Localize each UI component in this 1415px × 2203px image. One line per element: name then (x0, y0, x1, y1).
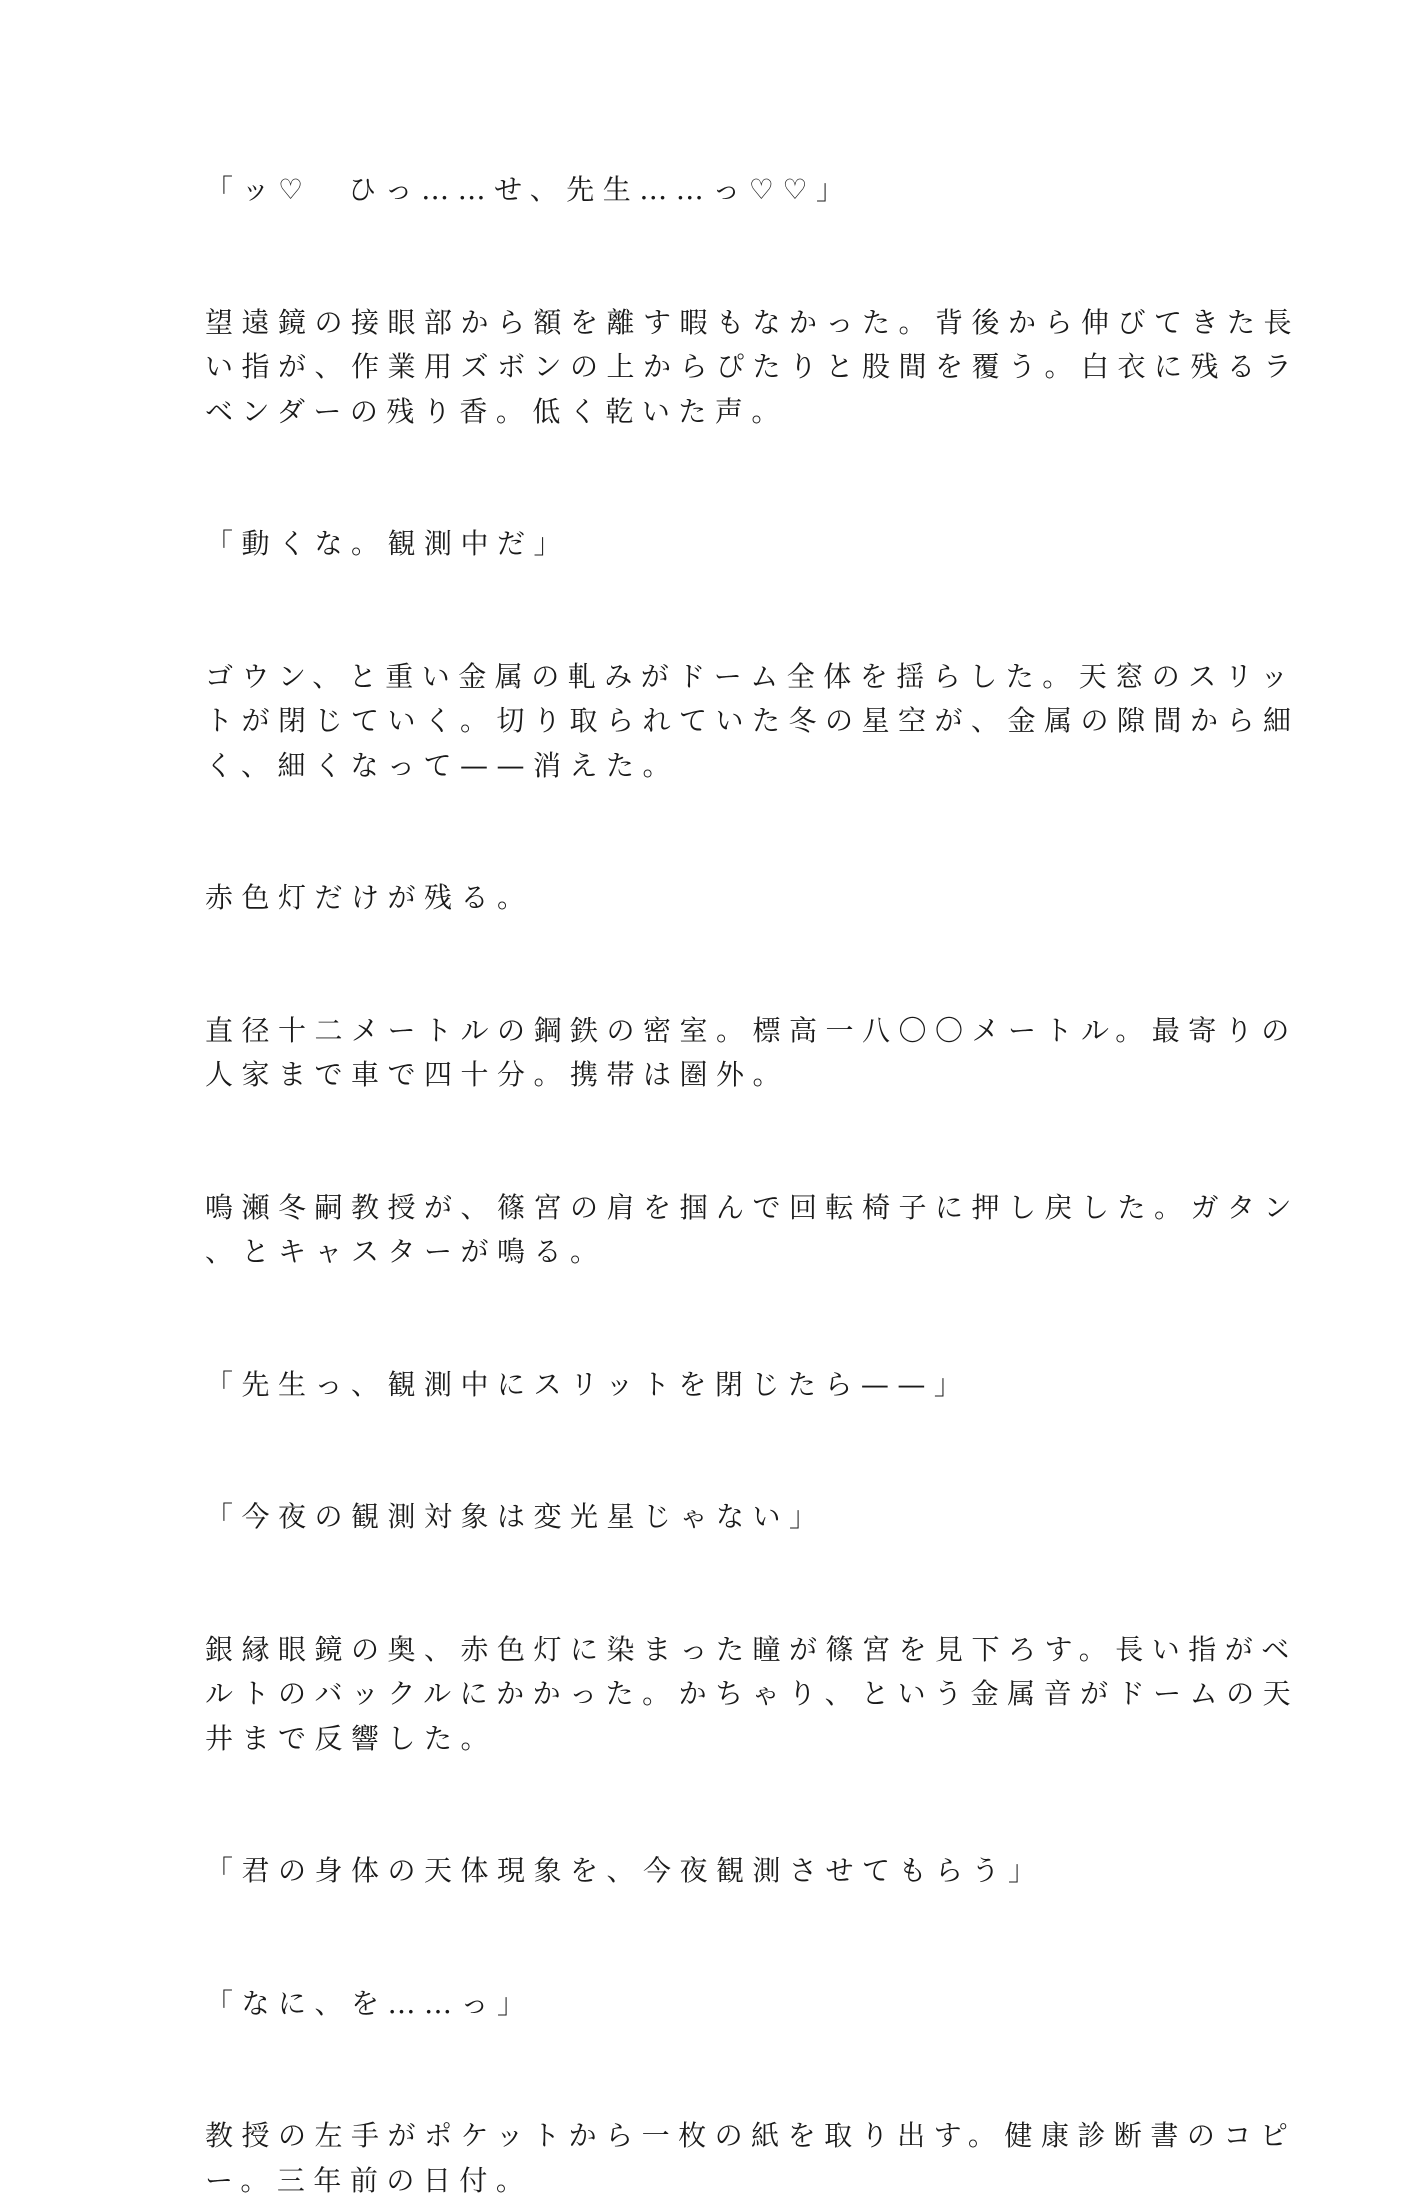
text-line: 銀縁眼鏡の奥、赤色灯に染まった瞳が篠宮を見下ろす。長い指がベ (205, 1628, 1215, 1673)
paragraph-6 (205, 1009, 1215, 1098)
paragraph-9 (205, 1495, 1215, 1540)
text-line: 「なに、を……っ」 (205, 1982, 1215, 2027)
paragraph-1 (205, 168, 1215, 213)
text-line: ベンダーの残り香。低く乾いた声。 (205, 390, 1215, 435)
text-line: 直径十二メートルの鋼鉄の密室。標高一八〇〇メートル。最寄りの (205, 1009, 1215, 1054)
text-line: 望遠鏡の接眼部から額を離す暇もなかった。背後から伸びてきた長 (205, 301, 1215, 346)
text-line: 教授の左手がポケットから一枚の紙を取り出す。健康診断書のコピ (205, 2114, 1215, 2159)
text-line: 「ッ♡ ひっ……せ、先生……っ♡♡」 (205, 168, 1215, 213)
text-line: く、細くなって——消えた。 (205, 744, 1215, 789)
paragraph-2 (205, 301, 1215, 435)
text-line: トが閉じていく。切り取られていた冬の星空が、金属の隙間から細 (205, 699, 1215, 744)
text-line: 「動くな。観測中だ」 (205, 522, 1215, 567)
text-line: 人家まで車で四十分。携帯は圏外。 (205, 1053, 1215, 1098)
text-line: 赤色灯だけが残る。 (205, 876, 1215, 921)
text-line: 鳴瀬冬嗣教授が、篠宮の肩を掴んで回転椅子に押し戻した。ガタン (205, 1186, 1215, 1231)
paragraph-10 (205, 1628, 1215, 1762)
paragraph-4 (205, 655, 1215, 789)
document-body (205, 168, 1215, 2203)
paragraph-3 (205, 522, 1215, 567)
paragraph-8 (205, 1363, 1215, 1408)
paragraph-13 (205, 2114, 1215, 2203)
paragraph-12 (205, 1982, 1215, 2027)
paragraph-11 (205, 1849, 1215, 1894)
text-line: 、とキャスターが鳴る。 (205, 1230, 1215, 1275)
text-line: ゴウン、と重い金属の軋みがドーム全体を揺らした。天窓のスリッ (205, 655, 1215, 700)
text-line: い指が、作業用ズボンの上からぴたりと股間を覆う。白衣に残るラ (205, 345, 1215, 390)
paragraph-5 (205, 876, 1215, 921)
text-line: 「君の身体の天体現象を、今夜観測させてもらう」 (205, 1849, 1215, 1894)
paragraph-7 (205, 1186, 1215, 1275)
text-line: ー。三年前の日付。 (205, 2159, 1215, 2203)
text-line: ルトのバックルにかかった。かちゃり、という金属音がドームの天 (205, 1672, 1215, 1717)
text-line: 「今夜の観測対象は変光星じゃない」 (205, 1495, 1215, 1540)
text-line: 井まで反響した。 (205, 1717, 1215, 1762)
text-line: 「先生っ、観測中にスリットを閉じたら——」 (205, 1363, 1215, 1408)
